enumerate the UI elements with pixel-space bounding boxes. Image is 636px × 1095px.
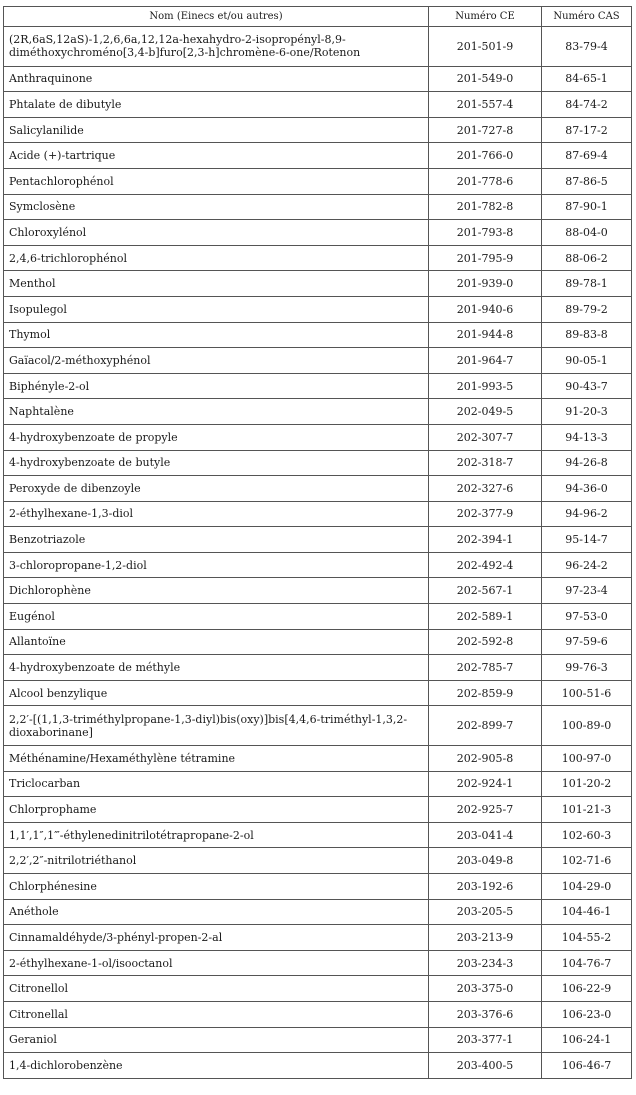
header-name: Nom (Einecs et/ou autres) bbox=[4, 7, 429, 27]
table-row bbox=[4, 322, 632, 348]
table-row bbox=[4, 450, 632, 476]
cell-ec-number: 201-778-6 bbox=[429, 168, 542, 194]
cell-substance-name: Allantoïne bbox=[4, 629, 429, 655]
table-row bbox=[4, 527, 632, 553]
cell-substance-name: Triclocarban bbox=[4, 771, 429, 797]
cell-substance-name: Isopulegol bbox=[4, 296, 429, 322]
cell-cas-number: 89-78-1 bbox=[542, 271, 632, 297]
cell-substance-name: Peroxyde de dibenzoyle bbox=[4, 476, 429, 502]
cell-substance-name: Chlorprophame bbox=[4, 797, 429, 823]
cell-cas-number: 106-46-7 bbox=[542, 1053, 632, 1079]
cell-substance-name: Biphényle-2-ol bbox=[4, 373, 429, 399]
table-row bbox=[4, 578, 632, 604]
cell-substance-name: 2-éthylhexane-1-ol/isooctanol bbox=[4, 950, 429, 976]
cell-cas-number: 87-69-4 bbox=[542, 143, 632, 169]
cell-substance-name: Anéthole bbox=[4, 899, 429, 925]
cell-cas-number: 89-83-8 bbox=[542, 322, 632, 348]
cell-ec-number: 202-567-1 bbox=[429, 578, 542, 604]
cell-ec-number: 202-327-6 bbox=[429, 476, 542, 502]
cell-ec-number: 202-307-7 bbox=[429, 424, 542, 450]
cell-substance-name: 3-chloropropane-1,2-diol bbox=[4, 552, 429, 578]
cell-cas-number: 97-23-4 bbox=[542, 578, 632, 604]
cell-ec-number: 202-377-9 bbox=[429, 501, 542, 527]
cell-ec-number: 201-939-0 bbox=[429, 271, 542, 297]
cell-ec-number: 201-993-5 bbox=[429, 373, 542, 399]
cell-substance-name: Chlorphénesine bbox=[4, 874, 429, 900]
cell-ec-number: 201-793-8 bbox=[429, 220, 542, 246]
cell-ec-number: 202-589-1 bbox=[429, 604, 542, 630]
table-row bbox=[4, 1027, 632, 1053]
cell-cas-number: 100-51-6 bbox=[542, 680, 632, 706]
cell-cas-number: 88-06-2 bbox=[542, 245, 632, 271]
cell-cas-number: 106-23-0 bbox=[542, 1001, 632, 1027]
cell-ec-number: 202-785-7 bbox=[429, 655, 542, 681]
cell-cas-number: 97-59-6 bbox=[542, 629, 632, 655]
cell-substance-name: 2-éthylhexane-1,3-diol bbox=[4, 501, 429, 527]
cell-ec-number: 203-213-9 bbox=[429, 925, 542, 951]
cell-substance-name: Menthol bbox=[4, 271, 429, 297]
cell-cas-number: 89-79-2 bbox=[542, 296, 632, 322]
table-row bbox=[4, 655, 632, 681]
cell-ec-number: 203-234-3 bbox=[429, 950, 542, 976]
cell-cas-number: 100-97-0 bbox=[542, 746, 632, 772]
table-row bbox=[4, 797, 632, 823]
cell-ec-number: 202-925-7 bbox=[429, 797, 542, 823]
table-row bbox=[4, 771, 632, 797]
cell-cas-number: 106-22-9 bbox=[542, 976, 632, 1002]
table-row bbox=[4, 296, 632, 322]
table-row bbox=[4, 27, 632, 67]
cell-substance-name: Naphtalène bbox=[4, 399, 429, 425]
cell-cas-number: 90-43-7 bbox=[542, 373, 632, 399]
cell-ec-number: 203-375-0 bbox=[429, 976, 542, 1002]
cell-cas-number: 101-20-2 bbox=[542, 771, 632, 797]
cell-cas-number: 102-71-6 bbox=[542, 848, 632, 874]
table-row bbox=[4, 373, 632, 399]
table-row bbox=[4, 822, 632, 848]
cell-cas-number: 104-76-7 bbox=[542, 950, 632, 976]
cell-substance-name: 1,4-dichlorobenzène bbox=[4, 1053, 429, 1079]
cell-cas-number: 101-21-3 bbox=[542, 797, 632, 823]
table-row bbox=[4, 706, 632, 746]
cell-substance-name: 2,4,6-trichlorophénol bbox=[4, 245, 429, 271]
cell-substance-name: Chloroxylénol bbox=[4, 220, 429, 246]
cell-substance-name: Acide (+)-tartrique bbox=[4, 143, 429, 169]
cell-ec-number: 202-394-1 bbox=[429, 527, 542, 553]
cell-ec-number: 202-492-4 bbox=[429, 552, 542, 578]
table-row bbox=[4, 552, 632, 578]
cell-cas-number: 84-65-1 bbox=[542, 66, 632, 92]
cell-substance-name: Eugénol bbox=[4, 604, 429, 630]
table-row bbox=[4, 348, 632, 374]
cell-ec-number: 201-795-9 bbox=[429, 245, 542, 271]
cell-substance-name: Dichlorophène bbox=[4, 578, 429, 604]
cell-cas-number: 106-24-1 bbox=[542, 1027, 632, 1053]
cell-substance-name: Méthénamine/Hexaméthylène tétramine bbox=[4, 746, 429, 772]
cell-cas-number: 95-14-7 bbox=[542, 527, 632, 553]
header-cas-number: Numéro CAS bbox=[542, 7, 632, 27]
cell-substance-name: Citronellal bbox=[4, 1001, 429, 1027]
cell-cas-number: 83-79-4 bbox=[542, 27, 632, 67]
table-row bbox=[4, 92, 632, 118]
cell-ec-number: 202-905-8 bbox=[429, 746, 542, 772]
cell-substance-name: Symclosène bbox=[4, 194, 429, 220]
cell-cas-number: 102-60-3 bbox=[542, 822, 632, 848]
table-row bbox=[4, 220, 632, 246]
cell-substance-name: Citronellol bbox=[4, 976, 429, 1002]
cell-ec-number: 201-501-9 bbox=[429, 27, 542, 67]
table-row bbox=[4, 476, 632, 502]
cell-substance-name: 4-hydroxybenzoate de propyle bbox=[4, 424, 429, 450]
table-row bbox=[4, 899, 632, 925]
table-row bbox=[4, 746, 632, 772]
cell-ec-number: 203-400-5 bbox=[429, 1053, 542, 1079]
cell-substance-name: Cinnamaldéhyde/3-phényl-propen-2-al bbox=[4, 925, 429, 951]
cell-cas-number: 97-53-0 bbox=[542, 604, 632, 630]
cell-substance-name: Benzotriazole bbox=[4, 527, 429, 553]
table-row bbox=[4, 168, 632, 194]
cell-ec-number: 201-940-6 bbox=[429, 296, 542, 322]
table-row bbox=[4, 271, 632, 297]
header-ec-number: Numéro CE bbox=[429, 7, 542, 27]
table-row bbox=[4, 1053, 632, 1079]
cell-ec-number: 201-549-0 bbox=[429, 66, 542, 92]
table-body bbox=[4, 27, 632, 1079]
cell-ec-number: 203-377-1 bbox=[429, 1027, 542, 1053]
table-row bbox=[4, 1001, 632, 1027]
cell-cas-number: 91-20-3 bbox=[542, 399, 632, 425]
table-row bbox=[4, 950, 632, 976]
cell-cas-number: 104-55-2 bbox=[542, 925, 632, 951]
table-row bbox=[4, 194, 632, 220]
table-row bbox=[4, 143, 632, 169]
cell-substance-name: Anthraquinone bbox=[4, 66, 429, 92]
cell-ec-number: 201-944-8 bbox=[429, 322, 542, 348]
substances-table bbox=[3, 6, 632, 1079]
cell-cas-number: 94-13-3 bbox=[542, 424, 632, 450]
cell-ec-number: 201-782-8 bbox=[429, 194, 542, 220]
cell-substance-name: Pentachlorophénol bbox=[4, 168, 429, 194]
cell-substance-name: 4-hydroxybenzoate de méthyle bbox=[4, 655, 429, 681]
cell-cas-number: 100-89-0 bbox=[542, 706, 632, 746]
cell-ec-number: 202-899-7 bbox=[429, 706, 542, 746]
table-header-row bbox=[4, 7, 632, 27]
cell-cas-number: 94-26-8 bbox=[542, 450, 632, 476]
cell-substance-name: 2,2′,2″-nitrilotriéthanol bbox=[4, 848, 429, 874]
cell-substance-name: Thymol bbox=[4, 322, 429, 348]
cell-substance-name: 4-hydroxybenzoate de butyle bbox=[4, 450, 429, 476]
cell-substance-name: 2,2′-[(1,1,3-triméthylpropane-1,3-diyl)bis(oxy)]bis[4,4,6-triméthyl-1,3,2-dioxaborinane] bbox=[4, 706, 429, 746]
cell-ec-number: 201-557-4 bbox=[429, 92, 542, 118]
cell-ec-number: 202-592-8 bbox=[429, 629, 542, 655]
cell-cas-number: 99-76-3 bbox=[542, 655, 632, 681]
cell-cas-number: 94-96-2 bbox=[542, 501, 632, 527]
table-row bbox=[4, 245, 632, 271]
cell-cas-number: 96-24-2 bbox=[542, 552, 632, 578]
cell-ec-number: 203-192-6 bbox=[429, 874, 542, 900]
cell-ec-number: 201-727-8 bbox=[429, 117, 542, 143]
cell-substance-name: 1,1′,1″,1‴-éthylenedinitrilotétrapropane-2-ol bbox=[4, 822, 429, 848]
cell-substance-name: Alcool benzylique bbox=[4, 680, 429, 706]
cell-ec-number: 202-318-7 bbox=[429, 450, 542, 476]
table-row bbox=[4, 117, 632, 143]
cell-ec-number: 201-964-7 bbox=[429, 348, 542, 374]
cell-substance-name: Salicylanilide bbox=[4, 117, 429, 143]
cell-ec-number: 203-041-4 bbox=[429, 822, 542, 848]
cell-ec-number: 203-376-6 bbox=[429, 1001, 542, 1027]
cell-ec-number: 203-205-5 bbox=[429, 899, 542, 925]
table-row bbox=[4, 680, 632, 706]
cell-substance-name: Gaïacol/2-méthoxyphénol bbox=[4, 348, 429, 374]
cell-cas-number: 104-46-1 bbox=[542, 899, 632, 925]
cell-cas-number: 88-04-0 bbox=[542, 220, 632, 246]
table-row bbox=[4, 66, 632, 92]
cell-substance-name: Phtalate de dibutyle bbox=[4, 92, 429, 118]
table-row bbox=[4, 424, 632, 450]
cell-ec-number: 203-049-8 bbox=[429, 848, 542, 874]
table-row bbox=[4, 629, 632, 655]
cell-cas-number: 87-90-1 bbox=[542, 194, 632, 220]
cell-cas-number: 87-86-5 bbox=[542, 168, 632, 194]
cell-cas-number: 84-74-2 bbox=[542, 92, 632, 118]
cell-ec-number: 202-049-5 bbox=[429, 399, 542, 425]
table-row bbox=[4, 925, 632, 951]
cell-cas-number: 104-29-0 bbox=[542, 874, 632, 900]
cell-cas-number: 87-17-2 bbox=[542, 117, 632, 143]
cell-cas-number: 90-05-1 bbox=[542, 348, 632, 374]
cell-cas-number: 94-36-0 bbox=[542, 476, 632, 502]
table-row bbox=[4, 874, 632, 900]
cell-ec-number: 201-766-0 bbox=[429, 143, 542, 169]
table-row bbox=[4, 604, 632, 630]
table-row bbox=[4, 501, 632, 527]
table-row bbox=[4, 399, 632, 425]
table-row bbox=[4, 848, 632, 874]
cell-ec-number: 202-859-9 bbox=[429, 680, 542, 706]
cell-ec-number: 202-924-1 bbox=[429, 771, 542, 797]
cell-substance-name: (2R,6aS,12aS)-1,2,6,6a,12,12a-hexahydro-2-isopropényl-8,9-diméthoxychroméno[3,4-b]furo[2,3-h]chromène-6-one/Rotenon bbox=[4, 27, 429, 67]
cell-substance-name: Geraniol bbox=[4, 1027, 429, 1053]
table-row bbox=[4, 976, 632, 1002]
